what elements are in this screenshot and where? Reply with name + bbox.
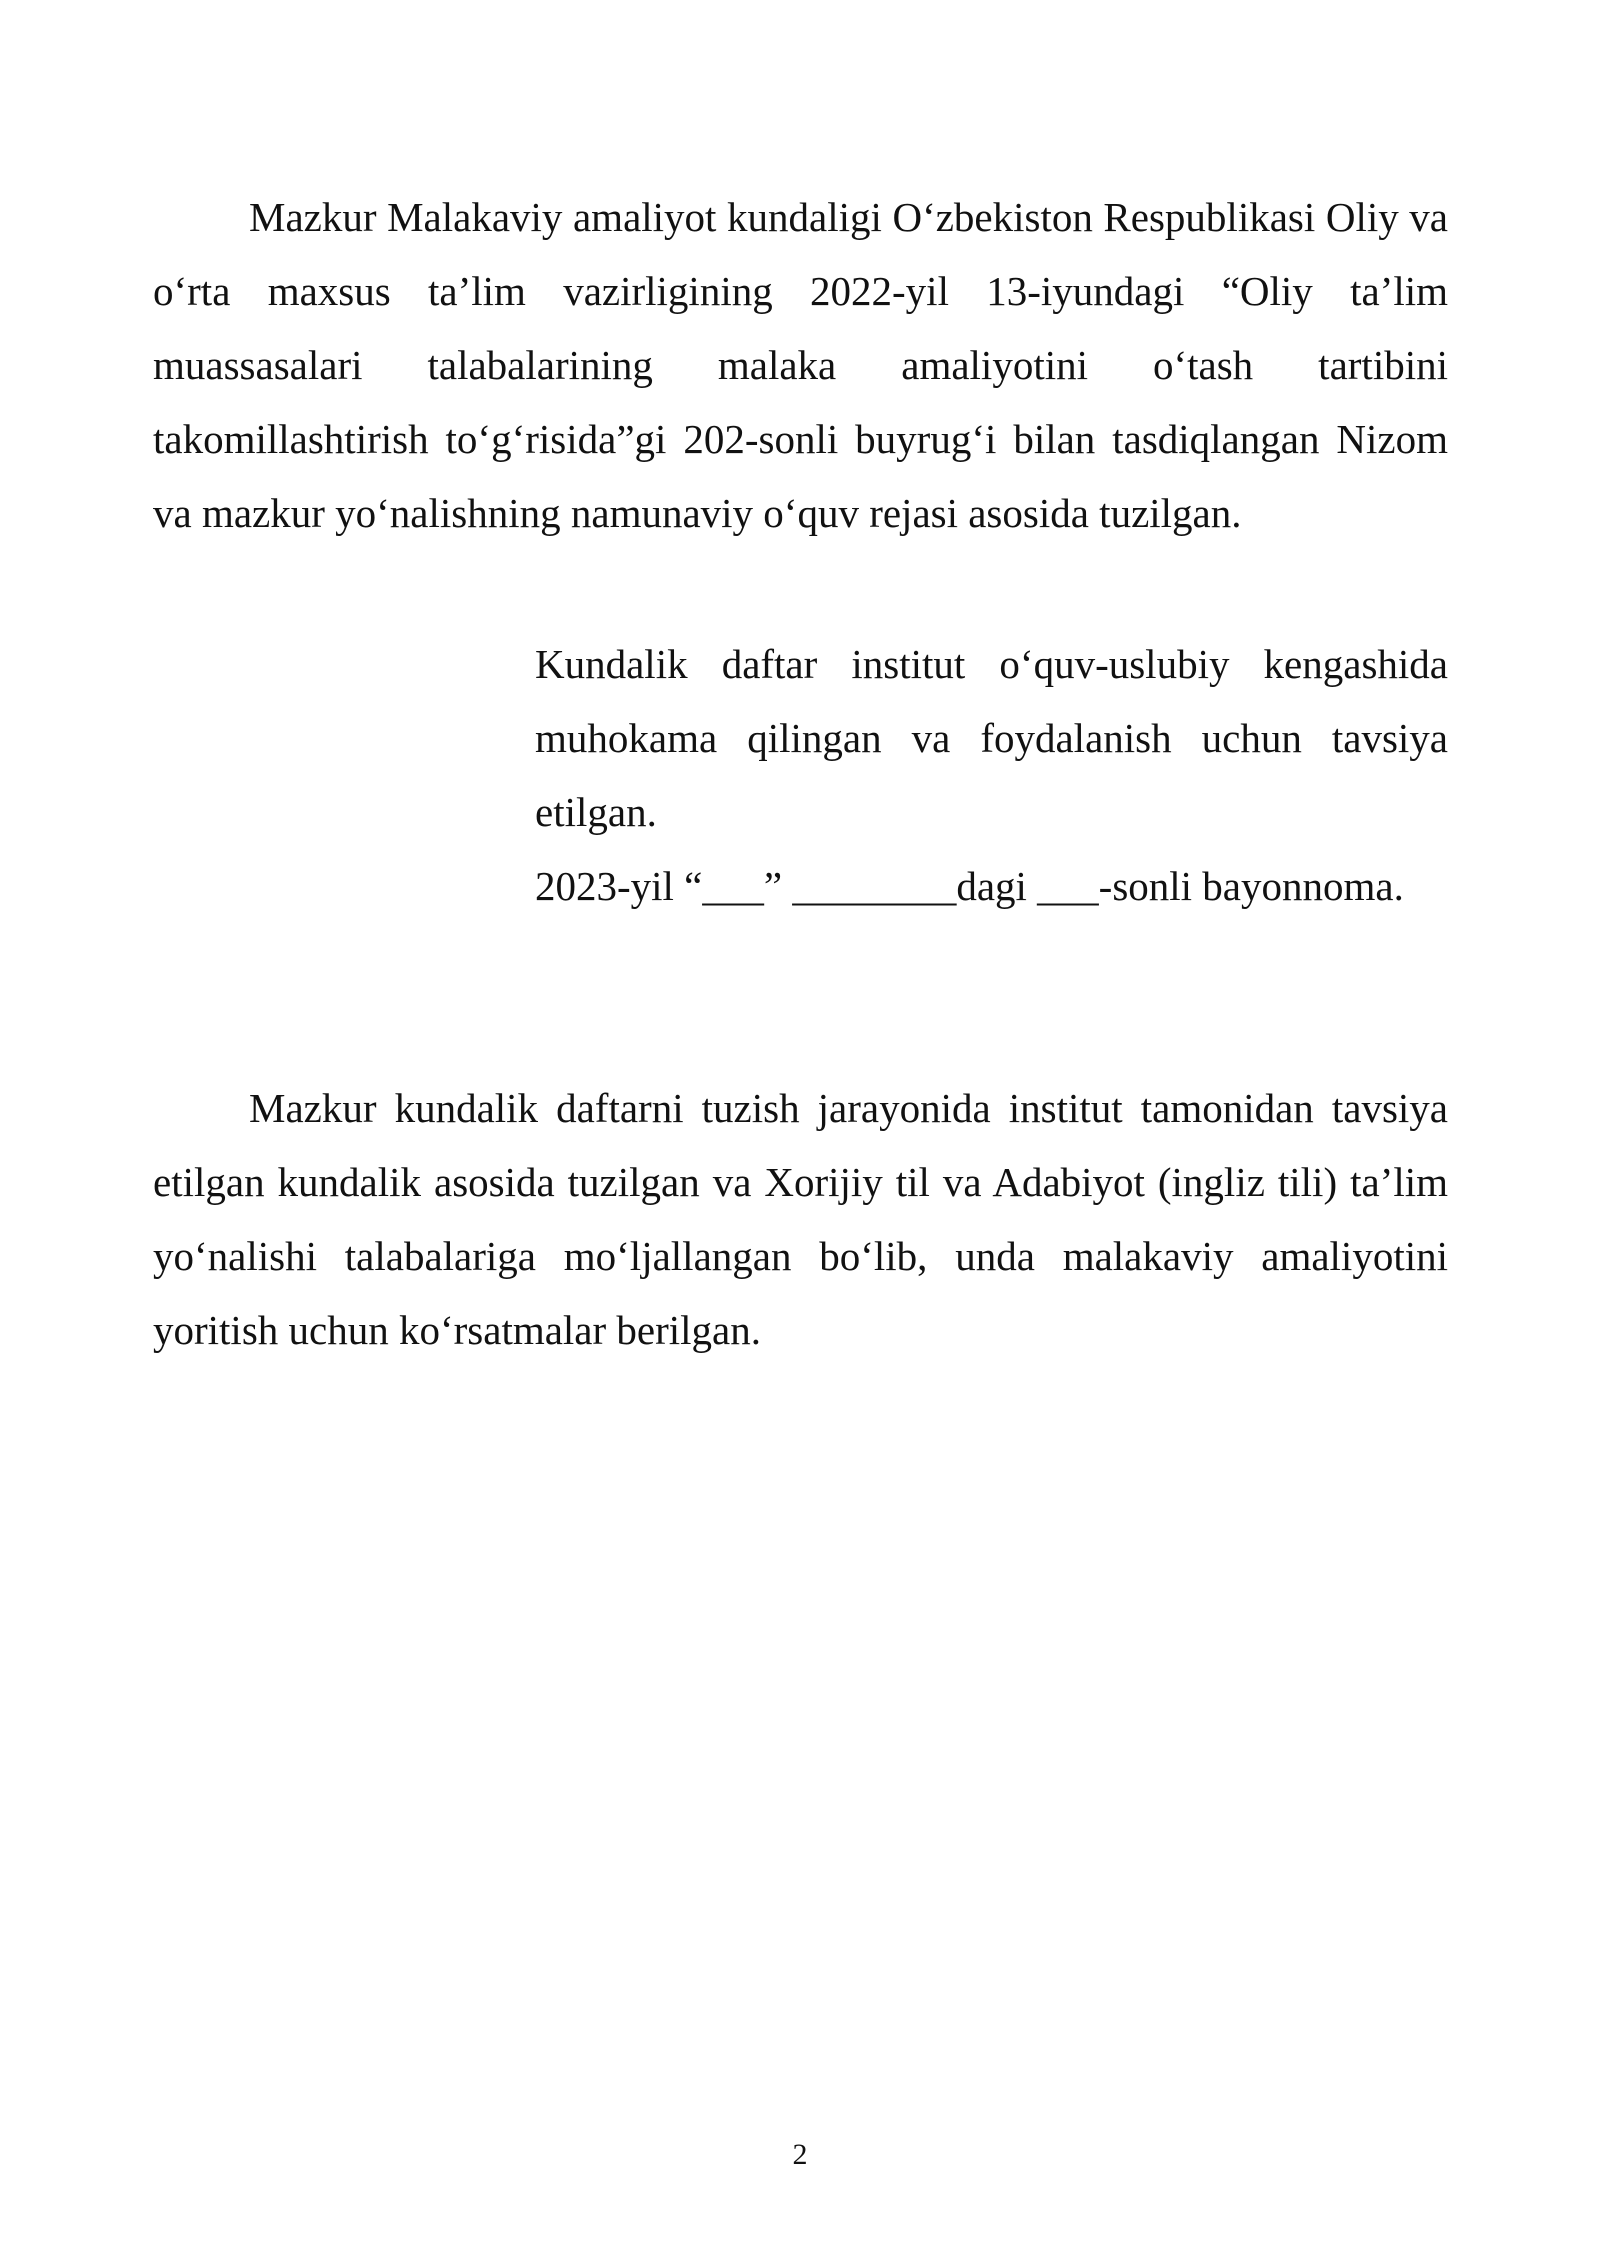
approval-text: Kundalik daftar institut o‘quv-uslubiy kengashida muhokama qilingan va foydalanish uchun tavsiya etilgan.: [535, 641, 1448, 835]
description-paragraph: Mazkur kundalik daftarni tuzish jarayonida institut tamonidan tavsiya etilgan kundalik asosida tuzilgan va Xorijiy til va Adabiyot (ingliz tili) ta’lim yo‘nalishi talabalariga mo‘ljallangan bo‘lib, unda malakaviy amaliyotini yoritish uchun ko‘rsatmalar berilgan.: [153, 1085, 1448, 1353]
intro-paragraph: Mazkur Malakaviy amaliyot kundaligi O‘zbekiston Respublikasi Oliy va o‘rta maxsus ta’lim vazirligining 2022-yil 13-iyundagi “Oliy ta’lim muassasalari talabalarining malaka amaliyotini o‘tash tartibini takomillashtirish to‘g‘risida”gi 202-sonli buyrug‘i bilan tasdiqlangan Nizom va mazkur yo‘nalishning namunaviy o‘quv rejasi asosida tuzilgan.: [153, 194, 1448, 536]
protocol-line: 2023-yil “___” ________dagi ___-sonli bayonnoma.: [535, 863, 1404, 909]
approval-block: [535, 627, 1448, 923]
page-number: 2: [792, 2138, 808, 2171]
